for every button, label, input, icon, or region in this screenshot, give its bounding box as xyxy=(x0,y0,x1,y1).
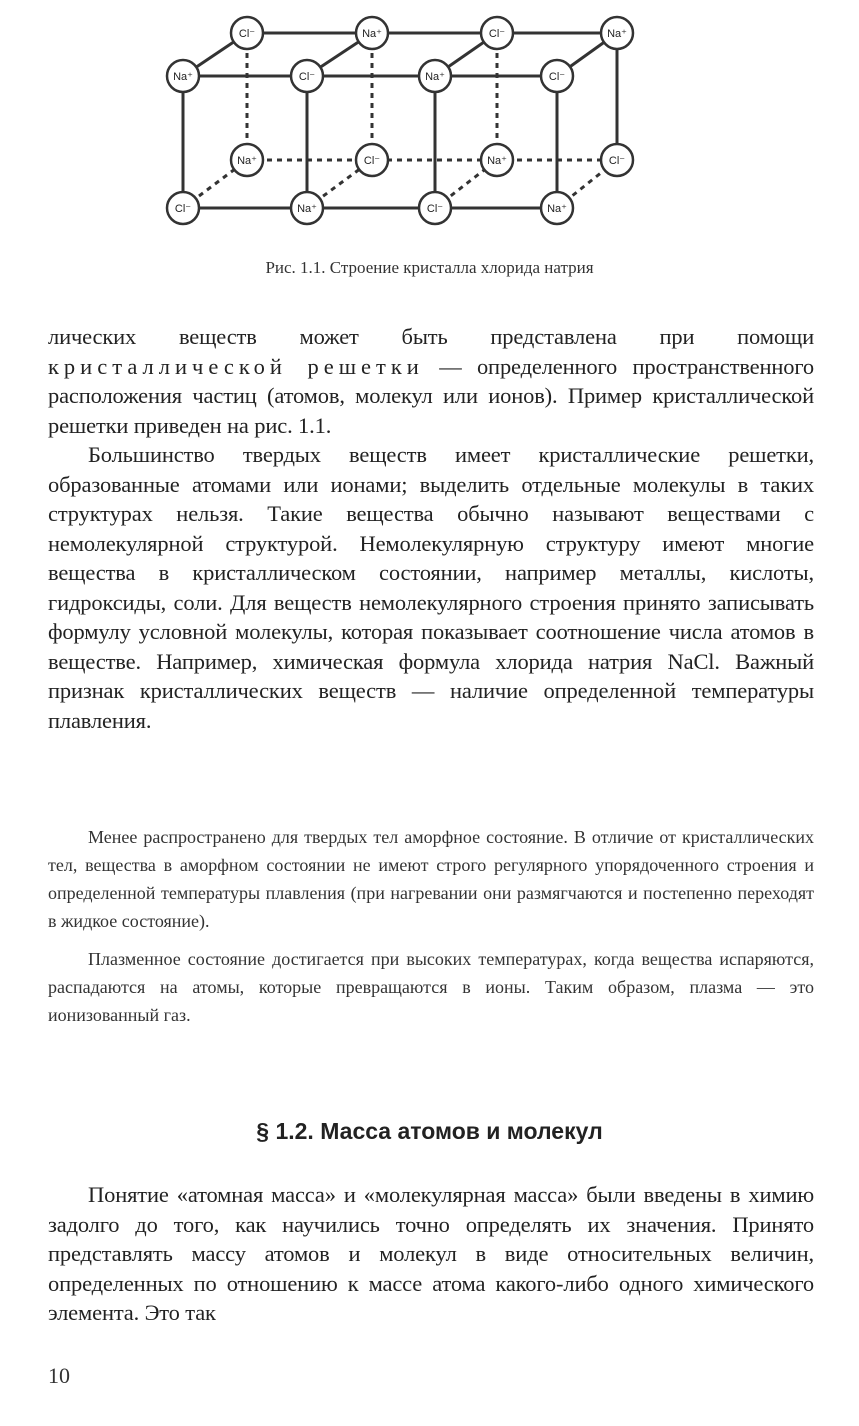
atom xyxy=(601,17,633,49)
svg-text:Cl⁻: Cl⁻ xyxy=(174,203,192,215)
atom xyxy=(167,192,199,224)
main-text-block xyxy=(48,322,814,735)
small-paragraph-1: Менее распространено для твердых тел аморфное состояние. В отличие от кристаллических тел, вещества в аморфном состоянии не имеют строго регулярного упорядоченного строения и определенной температуры плавления (при нагревании они размягчаются и постепенно переходят в жидкое состояние). xyxy=(48,827,814,931)
atom xyxy=(291,192,323,224)
svg-text:Na⁺: Na⁺ xyxy=(173,71,193,83)
figure-caption: Рис. 1.1. Строение кристалла хлорида натрия xyxy=(265,258,594,277)
atom xyxy=(601,144,633,176)
svg-text:Cl⁻: Cl⁻ xyxy=(488,28,506,40)
svg-text:Na⁺: Na⁺ xyxy=(547,203,567,215)
svg-text:Cl⁻: Cl⁻ xyxy=(426,203,444,215)
atom xyxy=(167,60,199,92)
svg-text:Na⁺: Na⁺ xyxy=(425,71,445,83)
svg-text:Na⁺: Na⁺ xyxy=(237,155,257,167)
svg-text:Cl⁻: Cl⁻ xyxy=(363,155,381,167)
svg-text:Cl⁻: Cl⁻ xyxy=(608,155,626,167)
atom xyxy=(231,144,263,176)
paragraph-1: лических веществ может быть представлена при помощи кристаллической решетки — определенного пространственного расположения частиц (атомов, молекул или ионов). Пример кристаллической решетки приведен на рис. 1.1. xyxy=(48,324,814,438)
section-text-block xyxy=(48,1180,814,1328)
atom xyxy=(541,60,573,92)
svg-text:Na⁺: Na⁺ xyxy=(607,28,627,40)
atom xyxy=(481,144,513,176)
atom xyxy=(231,17,263,49)
svg-text:Na⁺: Na⁺ xyxy=(297,203,317,215)
section-heading: § 1.2. Масса атомов и молекул xyxy=(256,1118,603,1144)
atom xyxy=(419,60,451,92)
atom xyxy=(356,17,388,49)
svg-text:Na⁺: Na⁺ xyxy=(487,155,507,167)
atom xyxy=(419,192,451,224)
small-paragraph-2: Плазменное состояние достигается при высоких температурах, когда вещества испаряются, распадаются на атомы, которые превращаются в ионы. Таким образом, плазма — это ионизованный газ. xyxy=(48,949,814,1025)
page-number: 10 xyxy=(48,1363,70,1388)
atom xyxy=(291,60,323,92)
atom xyxy=(481,17,513,49)
svg-text:Cl⁻: Cl⁻ xyxy=(238,28,256,40)
small-print-block xyxy=(48,823,814,1039)
nacl-crystal-lattice-diagram xyxy=(150,8,670,240)
atom xyxy=(541,192,573,224)
paragraph-3: Понятие «атомная масса» и «молекулярная масса» были введены в химию задолго до того, как научились точно определять их значения. Принято представлять массу атомов и молекул в виде относительных величин, определенных по отношению к массе атома какого-либо одного химического элемента. Это так xyxy=(48,1182,814,1325)
emphasized-term: кристаллической решетки xyxy=(48,353,424,379)
svg-text:Na⁺: Na⁺ xyxy=(362,28,382,40)
svg-text:Cl⁻: Cl⁻ xyxy=(298,71,316,83)
paragraph-2: Большинство твердых веществ имеет кристаллические решетки, образованные атомами или ионами; выделить отдельные молекулы в таких структурах нельзя. Такие вещества обычно называют веществами с немолекулярной структурой. Немолекулярную структуру имеют многие вещества в кристаллическом состоянии, например металлы, кислоты, гидроксиды, соли. Для веществ немолекулярного строения принято записывать формулу условной молекулы, которая показывает соотношение числа атомов в веществе. Например, химическая формула хлорида натрия NaCl. Важный признак кристаллических веществ — наличие определенной температуры плавления. xyxy=(48,442,814,733)
atom xyxy=(356,144,388,176)
svg-text:Cl⁻: Cl⁻ xyxy=(548,71,566,83)
